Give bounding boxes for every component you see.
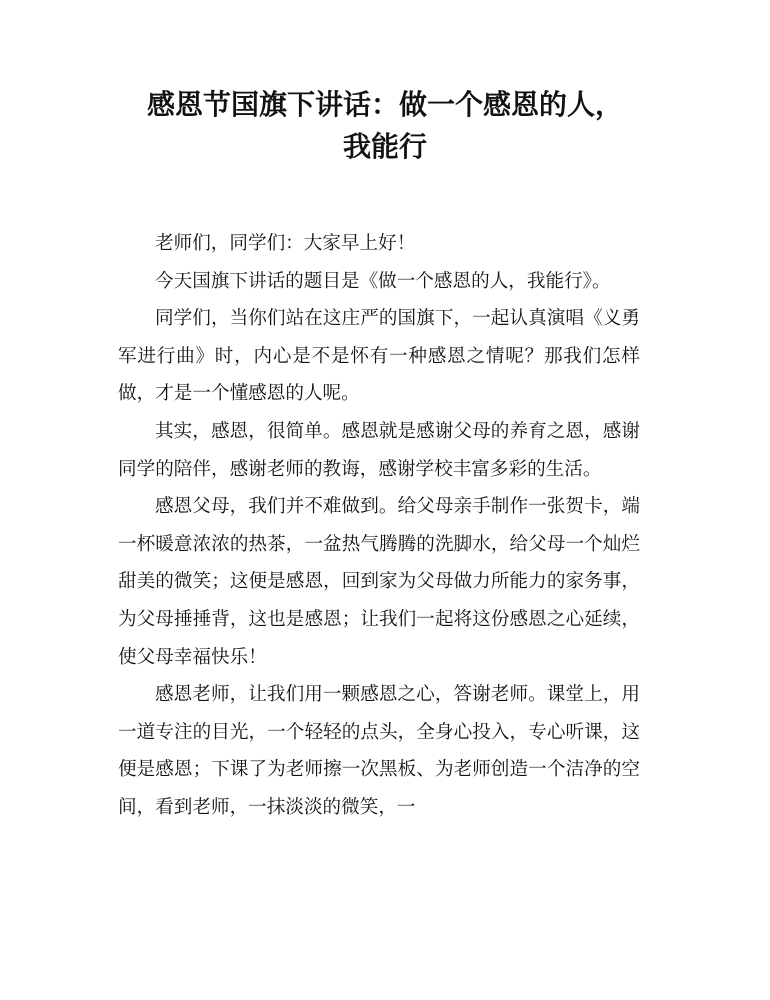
- paragraph-teachers: 感恩老师，让我们用一颗感恩之心，答谢老师。课堂上，用一道专注的目光，一个轻轻的点头，全身心投入，专心听课，这便是感恩；下课了为老师擦一次黑板、为老师创造一个洁净的空间，看到老师，一抹淡淡的微笑，一: [118, 684, 640, 818]
- title-line-2: 我能行: [342, 130, 427, 163]
- title-line-1: 感恩节国旗下讲话：做一个感恩的人，: [146, 88, 623, 121]
- paragraph-greeting: 老师们，同学们：大家早上好！: [155, 233, 416, 254]
- document-title: [80, 84, 690, 168]
- paragraph-question: 同学们，当你们站在这庄严的国旗下，一起认真演唱《义勇军进行曲》时，内心是不是怀有一种感恩之情呢？那我们怎样做，才是一个懂感恩的人呢。: [118, 308, 640, 405]
- paragraph-parents: 感恩父母，我们并不难做到。给父母亲手制作一张贺卡，端一杯暖意浓浓的热茶，一盆热气腾腾的洗脚水，给父母一个灿烂甜美的微笑；这便是感恩，回到家为父母做力所能力的家务事，为父母捶捶背，这也是感恩；让我们一起将这份感恩之心延续，使父母幸福快乐！: [118, 496, 640, 668]
- document-body: [118, 225, 640, 827]
- paragraph-definition: 其实，感恩，很简单。感恩就是感谢父母的养育之恩，感谢同学的陪伴，感谢老师的教诲，感谢学校丰富多彩的生活。: [118, 420, 640, 480]
- paragraph-topic: 今天国旗下讲话的题目是《做一个感恩的人，我能行》。: [155, 270, 611, 292]
